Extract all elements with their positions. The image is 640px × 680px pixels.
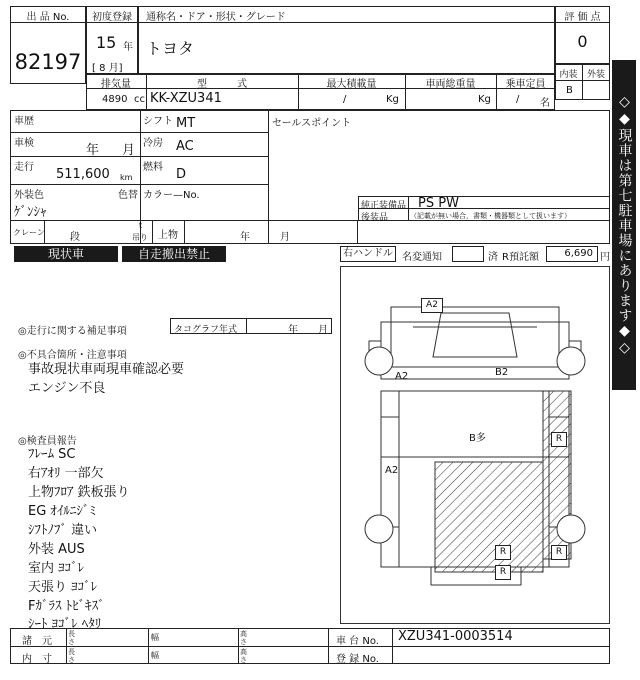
current-car-badge: 現状車 bbox=[14, 246, 118, 262]
inspector-line: ｼｰﾄ ﾖｺﾞﾚ ﾍﾀﾘ bbox=[28, 617, 102, 632]
model-label: 型 式 bbox=[197, 79, 247, 90]
width-label: 幅 bbox=[151, 651, 159, 660]
length-label: 長さ bbox=[68, 648, 75, 664]
tachograph-year: 年 bbox=[288, 325, 298, 336]
lot-number: 82197 bbox=[14, 50, 82, 74]
inspector-line: Fｶﾞﾗｽ ﾄﾋﾞｷｽﾞ bbox=[28, 599, 105, 614]
reg-year: 15 bbox=[96, 33, 117, 52]
height-label: 高さ bbox=[240, 648, 247, 664]
name-label: 通称名・ドア・形状・グレード bbox=[146, 12, 286, 23]
crane-tier: 段 bbox=[70, 232, 80, 243]
damage-mark-b-many: B多 bbox=[469, 433, 486, 444]
crane-hang: 吊り bbox=[132, 233, 148, 242]
aftermarket-label: 後装品 bbox=[361, 213, 389, 223]
color-code-label: カラー—No. bbox=[143, 190, 200, 201]
defect-line: 事故現状車両現車確認必要 bbox=[28, 362, 185, 377]
capacity-unit: 名 bbox=[540, 98, 550, 109]
color-label: 外装色 bbox=[14, 190, 44, 201]
inspector-line: 右ｱｵﾘ 一部欠 bbox=[28, 466, 104, 481]
damage-mark-r: R bbox=[551, 432, 567, 447]
truck-outline bbox=[341, 267, 609, 623]
damage-mark-r: R bbox=[495, 565, 511, 580]
max-load-slash: / bbox=[343, 94, 347, 105]
width-label: 幅 bbox=[151, 633, 159, 642]
body-label: 上物 bbox=[158, 230, 178, 241]
reg-month: [ 8 月] bbox=[92, 63, 123, 74]
tax-unit: 円 bbox=[600, 252, 610, 263]
parking-banner: ◇◆現車は第七駐車場にあります◆◇ bbox=[612, 60, 636, 390]
tax-prefix: 済 bbox=[488, 252, 498, 263]
gross-weight-label: 車両総重量 bbox=[425, 79, 476, 90]
height-label: 高さ bbox=[240, 630, 247, 646]
tachograph-month: 月 bbox=[318, 325, 328, 336]
grade-value: 0 bbox=[577, 32, 588, 51]
mileage-value: 511,600 bbox=[56, 167, 110, 182]
interior-label: 内装 bbox=[559, 70, 578, 80]
fuel-label: 燃料 bbox=[143, 162, 163, 173]
damage-mark-a2-top: A2 bbox=[421, 298, 443, 313]
chassis-value: XZU341-0003514 bbox=[398, 629, 513, 644]
body-year: 年 bbox=[240, 232, 250, 243]
inspector-line: 室内 ﾖｺﾞﾚ bbox=[28, 561, 85, 576]
history-label: 車歴 bbox=[14, 116, 34, 127]
color-no-label: 色替 bbox=[118, 190, 138, 201]
ac-value: AC bbox=[176, 139, 194, 154]
damage-mark-a2-left: A2 bbox=[395, 371, 409, 382]
mileage-label: 走行 bbox=[14, 162, 34, 173]
damage-mark-b2: B2 bbox=[495, 367, 509, 378]
model-value: KK-XZU341 bbox=[150, 91, 222, 106]
inspection-year: 年 bbox=[86, 143, 100, 158]
interior-dims-label: 内 寸 bbox=[22, 654, 52, 665]
displacement-label: 排気量 bbox=[101, 79, 131, 90]
options-value: PS PW bbox=[418, 196, 459, 211]
self-driving-badge: 自走搬出禁止 bbox=[122, 246, 226, 262]
inspector-line: ﾌﾚｰﾑ SC bbox=[28, 447, 76, 462]
inspection-month: 月 bbox=[122, 143, 136, 158]
handle-box: 右ハンドル bbox=[340, 246, 396, 262]
crane-t: t bbox=[139, 221, 143, 230]
capacity-slash: / bbox=[516, 94, 520, 105]
exterior-label: 外装 bbox=[586, 70, 605, 80]
inspector-line: 天張り ﾖｺﾞﾚ bbox=[28, 580, 98, 595]
inspector-line: 上物ﾌﾛｱ 鉄板張り bbox=[28, 485, 130, 500]
fuel-value: D bbox=[176, 167, 187, 182]
registration-label: 登 録 No. bbox=[336, 654, 379, 665]
damage-mark-a2-side: A2 bbox=[385, 465, 399, 476]
damage-mark-r: R bbox=[551, 545, 567, 560]
max-load-unit: Kg bbox=[386, 94, 399, 105]
tachograph-label: タコグラフ年式 bbox=[174, 325, 238, 335]
name-change-label: 名変通知 bbox=[402, 252, 442, 263]
inspection-label: 車検 bbox=[14, 138, 34, 149]
inspector-label: ◎検査員報告 bbox=[18, 436, 77, 447]
damage-mark-r: R bbox=[495, 545, 511, 560]
name-change-box bbox=[452, 246, 484, 262]
dims-label: 諸 元 bbox=[22, 636, 52, 647]
supplement-label: ◎走行に関する補足事項 bbox=[18, 326, 127, 337]
aftermarket-note: （記載が無い場合，書類・機器類として扱います） bbox=[410, 212, 571, 220]
max-load-label: 最大積載量 bbox=[326, 79, 377, 90]
options-label: 純正装備品 bbox=[361, 201, 407, 211]
shift-label: シフト bbox=[143, 116, 173, 127]
lot-label: 出 品 No. bbox=[26, 12, 70, 23]
inspector-line: 外装 AUS bbox=[28, 542, 85, 557]
truck-diagram bbox=[340, 266, 610, 624]
defects-label: ◎不具合箇所・注意事項 bbox=[18, 350, 127, 361]
color-value: ｹﾞﾝｼｬ bbox=[14, 205, 47, 220]
first-reg-label: 初度登録 bbox=[92, 12, 132, 23]
displacement-unit: cc bbox=[134, 94, 145, 105]
inspector-line: ｼﾌﾄﾉﾌﾞ 違い bbox=[28, 523, 98, 538]
tax-amount: 6,690 bbox=[546, 246, 598, 262]
mileage-unit: km bbox=[120, 173, 133, 182]
grade-label: 評 価 点 bbox=[564, 12, 601, 23]
reg-year-unit: 年 bbox=[123, 42, 133, 53]
car-name: トヨタ bbox=[146, 39, 195, 58]
chassis-label: 車 台 No. bbox=[336, 636, 379, 647]
displacement-value: 4890 bbox=[102, 94, 128, 105]
tax-label: R預託額 bbox=[502, 252, 539, 263]
shift-value: MT bbox=[176, 116, 196, 131]
gross-weight-unit: Kg bbox=[478, 94, 491, 105]
defect-line: エンジン不良 bbox=[28, 381, 106, 396]
inspector-line: EG ｵｲﾙﾆｼﾞﾐ bbox=[28, 504, 96, 519]
length-label: 長さ bbox=[68, 630, 75, 646]
crane-label: クレーン bbox=[13, 228, 45, 237]
ac-label: 冷房 bbox=[143, 138, 163, 149]
body-month: 月 bbox=[280, 232, 290, 243]
capacity-label: 乗車定員 bbox=[505, 79, 546, 90]
interior-value: B bbox=[566, 85, 573, 96]
sales-point-label: セールスポイント bbox=[272, 118, 352, 129]
